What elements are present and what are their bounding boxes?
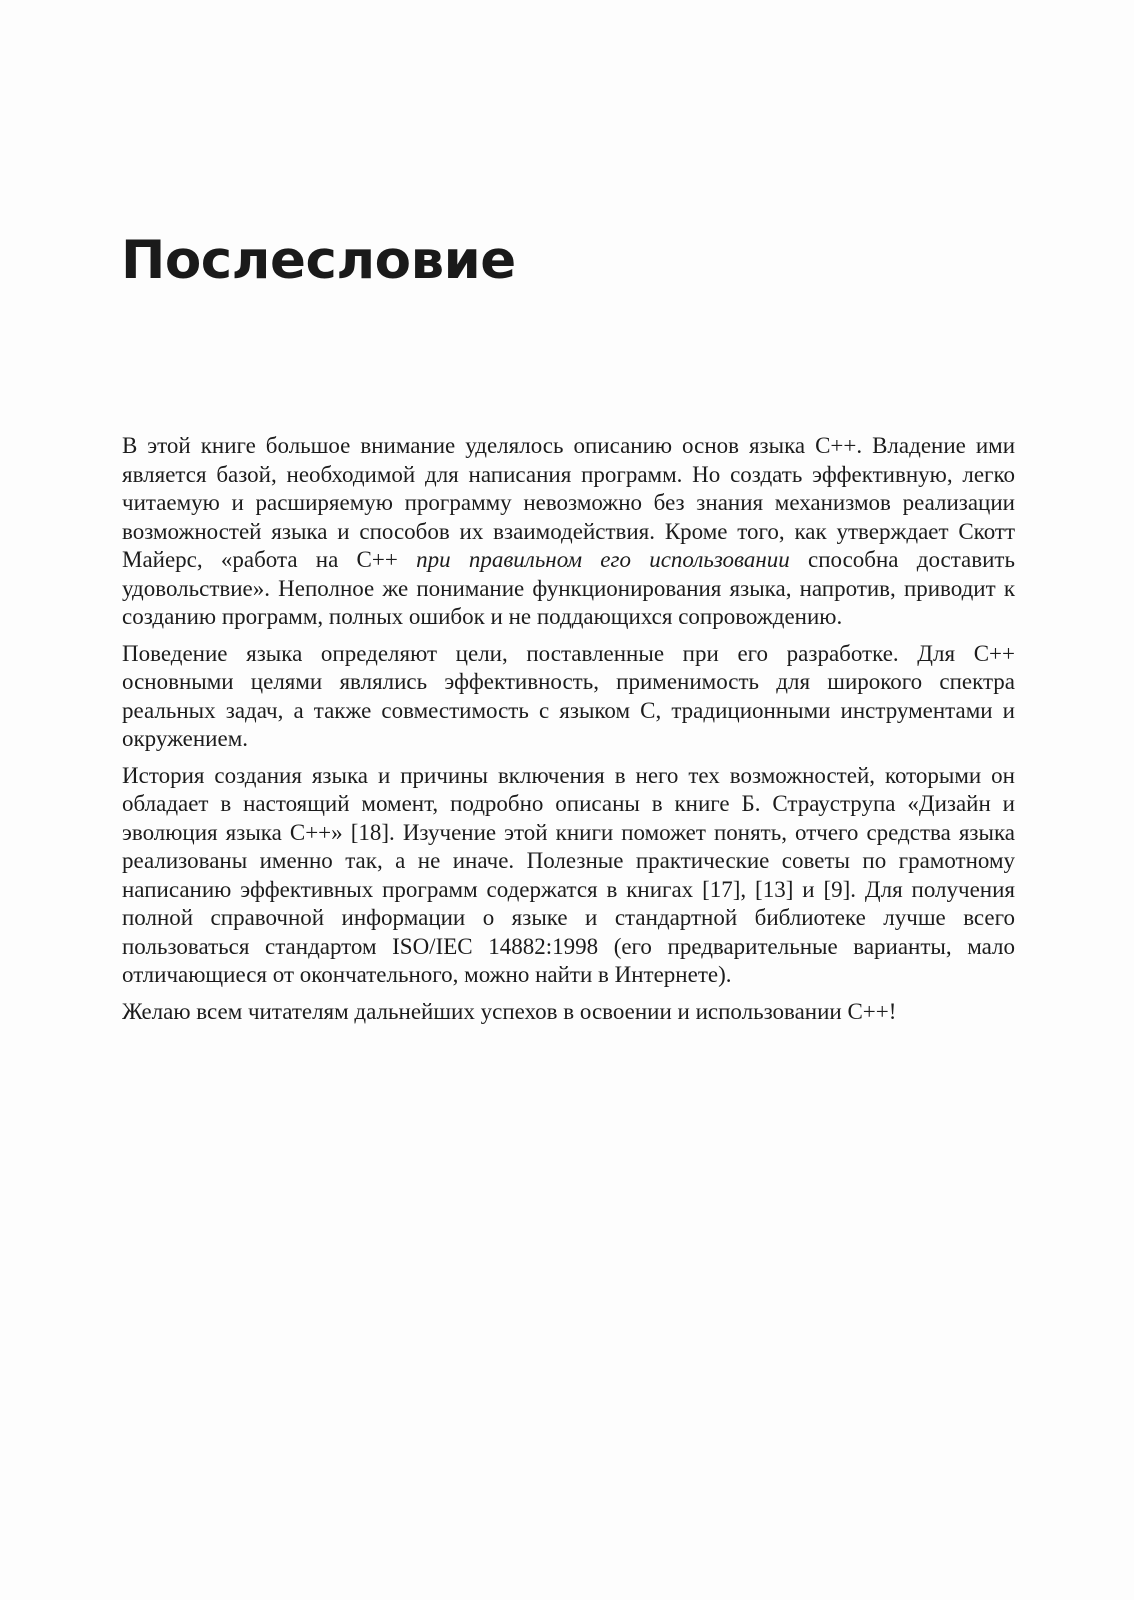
paragraph-text: способна доставить удовольствие». Неполное же понимание функционирования языка, напротив, приводит к созданию программ, полных ошибок и не поддающихся сопровождению. (122, 547, 1015, 629)
paragraph-text: Поведение языка определяют цели, поставленные при его разработке. Для C++ основными целями являлись эффективность, применимость для широкого спектра реальных задач, а также совместимость с языком С, традиционными инструментами и окружением. (122, 640, 1015, 751)
chapter-title: Послесловие (121, 230, 516, 291)
paragraph-text: В этой книге большое внимание уделялось описанию основ языка C++. Владение ими является базой, необходимой для написания программ. Но создать эффективную, легко читаемую и расширяемую программу невозможно без знания механизмов реализации возможностей языка и способов их взаимодействия. Кроме того, как утверждает Скотт Майерс, «работа на C++ (122, 433, 1015, 572)
paragraph-text: Желаю всем читателям дальнейших успехов в освоении и использовании C++! (122, 998, 897, 1024)
paragraph-text: История создания языка и причины включения в него тех возможностей, которыми он обладает в настоящий момент, подробно описаны в книге Б. Страуструпа «Дизайн и эволюция языка C++» [18]. Изучение этой книги поможет понять, отчего средства языка реализованы именно так, а не иначе. Полезные практические советы по грамотному написанию эффективных программ содержатся в книгах [17], [13] и [9]. Для получения полной справочной информации о языке и стандартной библиотеке лучше всего пользоваться стандартом ISO/IEC 14882:1998 (его предварительные варианты, мало отличающиеся от окончательного, можно найти в Интернете). (122, 762, 1015, 987)
paragraph (122, 998, 1015, 1027)
emphasized-text: при правильном его использовании (416, 547, 790, 572)
afterword-body (122, 432, 1015, 1034)
paragraph (122, 432, 1015, 632)
paragraph (122, 762, 1015, 990)
paragraph (122, 640, 1015, 754)
